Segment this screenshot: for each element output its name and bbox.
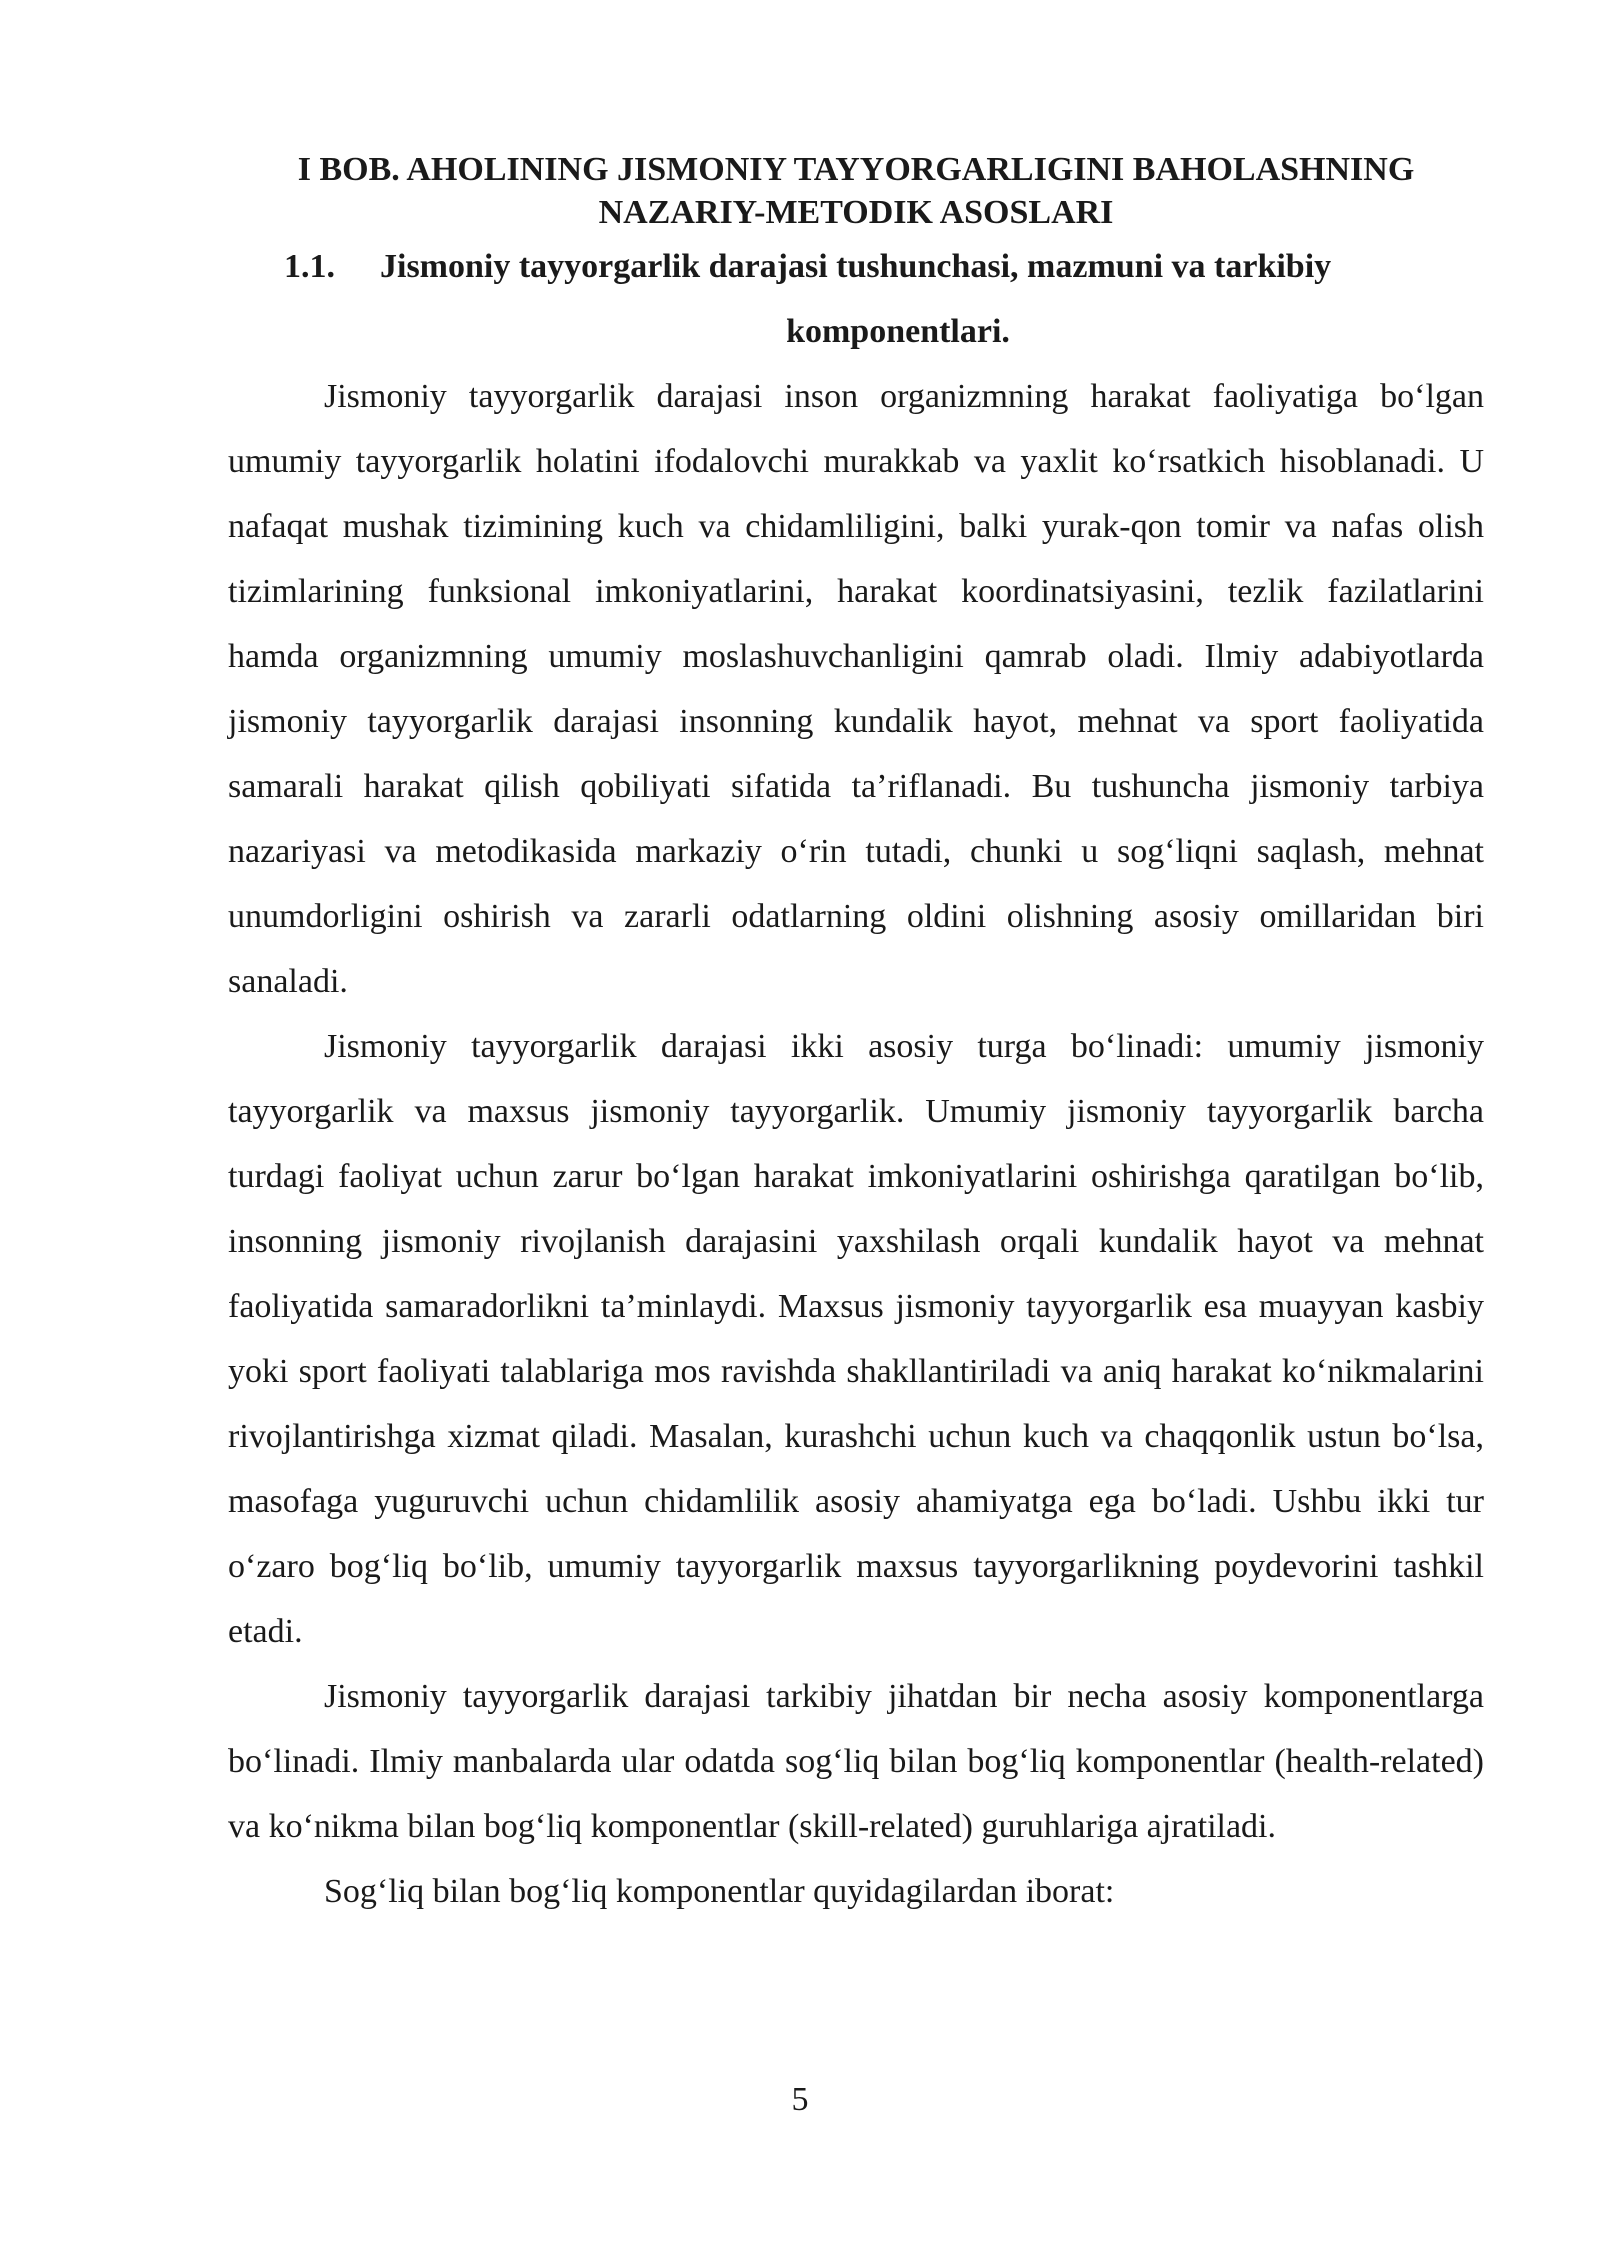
paragraph: Sog‘liq bilan bog‘liq komponentlar quyidagilardan iborat:: [324, 1873, 1115, 1910]
chapter-title: I BOB. AHOLINING JISMONIY TAYYORGARLIGINI BAHOLASHNING NAZARIY-METODIK ASOSLARI: [297, 151, 1415, 231]
page-content: [228, 148, 1484, 1924]
paragraph: Jismoniy tayyorgarlik darajasi ikki asosiy turga bo‘linadi: umumiy jismoniy tayyorgarlik va maxsus jismoniy tayyorgarlik. Umumiy jismoniy tayyorgarlik barcha turdagi faoliyat uchun zarur bo‘lgan harakat imkoniyatlarini oshirishga qaratilgan bo‘lib, insonning jismoniy rivojlanish darajasini yaxshilash orqali kundalik hayot va mehnat faoliyatida samaradorlikni ta’minlaydi. Maxsus jismoniy tayyorgarlik esa muayyan kasbiy yoki sport faoliyati talablariga mos ravishda shakllantiriladi va aniq harakat ko‘nikmalarini rivojlantirishga xizmat qiladi. Masalan, kurashchi uchun kuch va chaqqonlik ustun bo‘lsa, masofaga yuguruvchi uchun chidamlilik asosiy ahamiyatga ega bo‘ladi. Ushbu ikki tur o‘zaro bog‘liq bo‘lib, umumiy tayyorgarlik maxsus tayyorgarlikning poydevorini tashkil etadi.: [228, 1028, 1484, 1650]
section-heading: [228, 234, 1484, 364]
paragraph: Jismoniy tayyorgarlik darajasi tarkibiy jihatdan bir necha asosiy komponentlarga bo‘linadi. Ilmiy manbalarda ular odatda sog‘liq bilan bog‘liq komponentlar (health-related) va ko‘nikma bilan bog‘liq komponentlar (skill-related) guruhlariga ajratiladi.: [228, 1678, 1484, 1845]
section-title-line2: komponentlari.: [786, 313, 1010, 350]
section-heading-line1: [228, 234, 1484, 299]
section-number: 1.1.: [284, 248, 335, 285]
page-number: 5: [791, 2081, 809, 2118]
section-title-line1: Jismoniy tayyorgarlik darajasi tushunchasi, mazmuni va tarkibiy: [380, 248, 1332, 285]
paragraph: Jismoniy tayyorgarlik darajasi inson organizmning harakat faoliyatiga bo‘lgan umumiy tayyorgarlik holatini ifodalovchi murakkab va yaxlit ko‘rsatkich hisoblanadi. U nafaqat mushak tizimining kuch va chidamliligini, balki yurak-qon tomir va nafas olish tizimlarining funksional imkoniyatlarini, harakat koordinatsiyasini, tezlik fazilatlarini hamda organizmning umumiy moslashuvchanligini qamrab oladi. Ilmiy adabiyotlarda jismoniy tayyorgarlik darajasi insonning kundalik hayot, mehnat va sport faoliyatida samarali harakat qilish qobiliyati sifatida ta’riflanadi. Bu tushuncha jismoniy tarbiya nazariyasi va metodikasida markaziy o‘rin tutadi, chunki u sog‘liqni saqlash, mehnat unumdorligini oshirish va zararli odatlarning oldini olishning asosiy omillaridan biri sanaladi.: [228, 378, 1484, 1000]
